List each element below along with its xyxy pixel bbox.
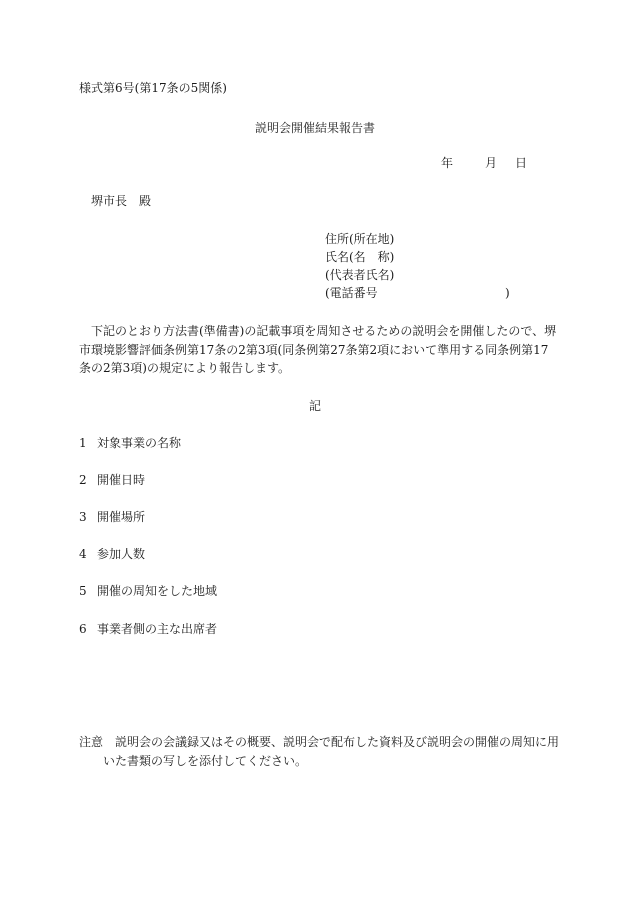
- item-number: 5: [79, 584, 87, 598]
- date-line: [441, 155, 527, 171]
- list-item: [79, 509, 145, 525]
- list-item: [79, 583, 217, 599]
- recipient: 堺市長 殿: [91, 194, 152, 208]
- form-number: 様式第6号(第17条の5関係): [79, 81, 227, 95]
- applicant-phone-label: (電話番号: [325, 286, 378, 300]
- date-day-label: 日: [515, 156, 528, 170]
- item-label: 開催の周知をした地域: [97, 584, 218, 598]
- document-title: 説明会開催結果報告書: [254, 121, 375, 135]
- item-label: 開催日時: [97, 473, 146, 487]
- item-label: 参加人数: [97, 547, 146, 561]
- date-month-label: 月: [485, 156, 498, 170]
- applicant-name-label: 氏名(名 称): [325, 250, 395, 264]
- item-number: 3: [79, 510, 87, 524]
- date-year-label: 年: [441, 156, 454, 170]
- notes-block: [79, 733, 559, 770]
- ki-heading: 記: [308, 399, 321, 413]
- applicant-block: [325, 230, 510, 302]
- applicant-phone-close: ): [505, 286, 510, 300]
- list-item: [79, 472, 145, 488]
- item-label: 対象事業の名称: [97, 436, 182, 450]
- applicant-address-label: 住所(所在地): [325, 232, 395, 246]
- list-item: [79, 546, 145, 562]
- list-item: [79, 435, 181, 451]
- item-number: 2: [79, 473, 87, 487]
- applicant-phone-line: [325, 284, 510, 302]
- item-label: 開催場所: [97, 510, 146, 524]
- list-item: [79, 621, 217, 637]
- notes-line-2: いた書類の写しを添付してください。: [103, 753, 308, 768]
- notes-line-1: 説明会の会議録又はその概要、説明会で配布した資料及び説明会の開催の周知に用: [115, 735, 560, 749]
- applicant-representative-label: (代表者氏名): [325, 268, 395, 282]
- notes-label: 注意: [79, 735, 104, 749]
- body-paragraph: 下記のとおり方法書(準備書)の記載事項を周知させるための説明会を開催したので、堺市環境影響評価条例第17条の2第3項(同条例第27条第2項において準用する同条例第17条の2第3項)の規定により報告します。: [79, 324, 557, 375]
- item-number: 6: [79, 622, 87, 636]
- item-number: 4: [79, 547, 87, 561]
- item-label: 事業者側の主な出席者: [97, 622, 218, 636]
- item-number: 1: [79, 436, 87, 450]
